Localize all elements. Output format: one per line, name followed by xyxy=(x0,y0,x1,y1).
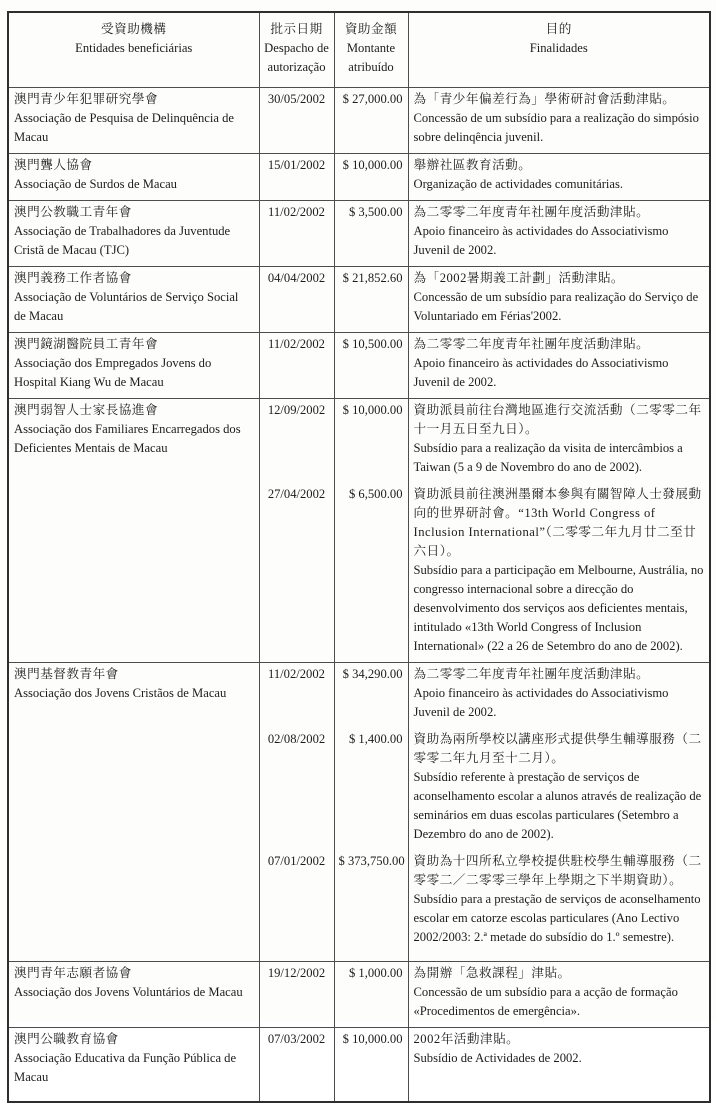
purpose-zh: 資助為兩所學校以講座形式提供學生輔導服務（二零零二年九月至十二月）。 xyxy=(413,732,702,765)
entity-cell xyxy=(8,663,259,962)
purpose-zh: 為二零零二年度青年社團年度活動津貼。 xyxy=(413,667,650,681)
entity-cell xyxy=(8,267,259,333)
column-header-date-zh: 批示日期 xyxy=(270,22,323,36)
purpose-zh: 資助為十四所私立學校提供駐校學生輔導服務（二零零二／二零零三學年上學期之下半期資助）。 xyxy=(413,854,702,887)
purpose-cell xyxy=(408,1028,710,1103)
purpose-cell xyxy=(408,88,710,154)
purpose-zh: 舉辦社區教育活動。 xyxy=(413,158,532,172)
entity-name-zh: 澳門弱智人士家長協進會 xyxy=(14,403,159,417)
purpose-pt: Apoio financeiro às actividades do Associativismo Juvenil de 2002. xyxy=(413,686,669,719)
purpose-pt: Organização de actividades comunitárias. xyxy=(413,177,624,191)
entity-name-pt: Associação de Surdos de Macau xyxy=(14,177,177,191)
table-row xyxy=(8,267,710,333)
entity-cell xyxy=(8,399,259,663)
column-header-entity-zh: 受資助機構 xyxy=(101,22,167,36)
authorization-date: 27/04/2002 xyxy=(259,483,334,663)
purpose-pt: Subsídio para a prestação de serviços de aconselhamento escolar em catorze escolas particulares (Ano Lectivo 2002/2003: 2.ª metade do subsídio do 1.º semestre). xyxy=(413,892,701,944)
purpose-cell xyxy=(408,201,710,267)
purpose-zh: 為開辦「急救課程」津貼。 xyxy=(413,966,571,980)
purpose-pt: Apoio financeiro às actividades do Associativismo Juvenil de 2002. xyxy=(413,356,669,389)
entity-name-pt: Associação de Pesquisa de Delinquência de Macau xyxy=(14,111,234,144)
column-header-amount-zh: 資助金額 xyxy=(344,22,398,36)
table-row xyxy=(8,201,710,267)
entity-name-pt: Associação de Voluntários de Serviço Social de Macau xyxy=(14,290,239,323)
entity-name-pt: Associação Educativa da Função Pública de Macau xyxy=(14,1051,237,1084)
purpose-pt: Subsídio para a participação em Melbourne, Austrália, no congresso internacional sobre a direcção do desenvolvimento dos serviços aos deficientes mentais, intitulado «13th World Congress of Inclusion International» (22 a 26 de Setembro do ano de 2002). xyxy=(413,563,704,653)
authorization-date: 04/04/2002 xyxy=(259,267,334,333)
entity-name-zh: 澳門基督教青年會 xyxy=(14,667,119,681)
table-row xyxy=(8,154,710,201)
authorization-date: 11/02/2002 xyxy=(259,333,334,399)
subsidy-table xyxy=(7,11,711,1103)
purpose-pt: Subsídio de Actividades de 2002. xyxy=(413,1051,582,1065)
column-header-entity xyxy=(8,12,259,88)
column-header-entity-pt: Entidades beneficiárias xyxy=(75,41,193,55)
grant-amount: $ 10,500.00 xyxy=(334,333,408,399)
purpose-cell xyxy=(408,267,710,333)
authorization-date: 11/02/2002 xyxy=(259,663,334,729)
table-row xyxy=(8,962,710,1028)
authorization-date: 19/12/2002 xyxy=(259,962,334,1028)
authorization-date: 07/03/2002 xyxy=(259,1028,334,1103)
purpose-cell xyxy=(408,399,710,484)
entity-name-zh: 澳門鏡湖醫院員工青年會 xyxy=(14,337,159,351)
entity-name-zh: 澳門青少年犯罪研究學會 xyxy=(14,92,159,106)
purpose-zh: 2002年活動津貼。 xyxy=(413,1032,520,1046)
purpose-cell xyxy=(408,850,710,962)
purpose-pt: Subsídio referente à prestação de serviços de aconselhamento escolar a alunos através de realização de seminários em duas escolas particulares (Setembro a Dezembro do ano de 2002). xyxy=(413,770,702,841)
authorization-date: 15/01/2002 xyxy=(259,154,334,201)
grant-amount: $ 1,400.00 xyxy=(334,728,408,850)
grant-amount: $ 34,290.00 xyxy=(334,663,408,729)
table-row xyxy=(8,1028,710,1103)
grant-amount: $ 373,750.00 xyxy=(334,850,408,962)
column-header-date xyxy=(259,12,334,88)
entity-name-pt: Associação dos Familiares Encarregados dos Deficientes Mentais de Macau xyxy=(14,422,241,455)
entity-name-pt: Associação dos Jovens Voluntários de Macau xyxy=(14,985,243,999)
authorization-date: 11/02/2002 xyxy=(259,201,334,267)
grant-amount: $ 1,000.00 xyxy=(334,962,408,1028)
purpose-pt: Concessão de um subsídio para a acção de formação «Procedimentos de emergência». xyxy=(413,985,678,1018)
entity-name-zh: 澳門青年志願者協會 xyxy=(14,966,132,980)
authorization-date: 07/01/2002 xyxy=(259,850,334,962)
table-header-row xyxy=(8,12,710,88)
column-header-amount-pt-line1: Montante xyxy=(346,41,396,55)
grant-amount: $ 21,852.60 xyxy=(334,267,408,333)
table-row xyxy=(8,88,710,154)
grant-amount: $ 10,000.00 xyxy=(334,399,408,484)
table-row xyxy=(8,399,710,484)
purpose-cell xyxy=(408,962,710,1028)
grant-amount: $ 3,500.00 xyxy=(334,201,408,267)
entity-cell xyxy=(8,154,259,201)
entity-name-zh: 澳門公教職工青年會 xyxy=(14,205,132,219)
column-header-purpose-pt: Finalidades xyxy=(529,41,588,55)
purpose-zh: 為二零零二年度青年社團年度活動津貼。 xyxy=(413,337,650,351)
purpose-zh: 為「青少年偏差行為」學術研討會活動津貼。 xyxy=(413,92,676,106)
entity-cell xyxy=(8,333,259,399)
purpose-pt: Concessão de um subsídio para a realização do simpósio sobre delinqência juvenil. xyxy=(413,111,699,144)
purpose-cell xyxy=(408,333,710,399)
purpose-zh: 資助派員前往澳洲墨爾本參與有關智障人士發展動向的世界研討會。“13th World Congress of Inclusion International”（二零零二年九月廿二至廿六日）。 xyxy=(413,487,702,558)
table-row xyxy=(8,663,710,729)
column-header-purpose-zh: 目的 xyxy=(545,22,572,36)
purpose-pt: Subsídio para a realização da visita de intercâmbios a Taiwan (5 a 9 de Novembro do ano de 2002). xyxy=(413,441,683,474)
entity-name-zh: 澳門公職教育協會 xyxy=(14,1032,119,1046)
entity-cell xyxy=(8,962,259,1028)
entity-name-zh: 澳門義務工作者協會 xyxy=(14,271,132,285)
purpose-zh: 資助派員前往台灣地區進行交流活動（二零零二年十一月五日至九日）。 xyxy=(413,403,702,436)
entity-name-zh: 澳門聾人協會 xyxy=(14,158,93,172)
column-header-amount-pt-line2: atribuído xyxy=(348,60,394,74)
grant-amount: $ 6,500.00 xyxy=(334,483,408,663)
purpose-cell xyxy=(408,154,710,201)
purpose-pt: Concessão de um subsídio para realização do Serviço de Voluntariado em Férias'2002. xyxy=(413,290,699,323)
column-header-purpose xyxy=(408,12,710,88)
purpose-zh: 為二零零二年度青年社團年度活動津貼。 xyxy=(413,205,650,219)
purpose-cell xyxy=(408,728,710,850)
grant-amount: $ 27,000.00 xyxy=(334,88,408,154)
column-header-date-pt-line1: Despacho de xyxy=(264,41,329,55)
authorization-date: 12/09/2002 xyxy=(259,399,334,484)
grant-amount: $ 10,000.00 xyxy=(334,1028,408,1103)
purpose-zh: 為「2002暑期義工計劃」活動津貼。 xyxy=(413,271,624,285)
entity-name-pt: Associação dos Jovens Cristãos de Macau xyxy=(14,686,227,700)
authorization-date: 30/05/2002 xyxy=(259,88,334,154)
grant-amount: $ 10,000.00 xyxy=(334,154,408,201)
entity-cell xyxy=(8,88,259,154)
authorization-date: 02/08/2002 xyxy=(259,728,334,850)
purpose-cell xyxy=(408,663,710,729)
entity-name-pt: Associação dos Empregados Jovens do Hospital Kiang Wu de Macau xyxy=(14,356,212,389)
purpose-cell xyxy=(408,483,710,663)
column-header-date-pt-line2: autorização xyxy=(267,60,326,74)
table-row xyxy=(8,333,710,399)
entity-cell xyxy=(8,1028,259,1103)
entity-name-pt: Associação de Trabalhadores da Juventude Cristã de Macau (TJC) xyxy=(14,224,231,257)
purpose-pt: Apoio financeiro às actividades do Associativismo Juvenil de 2002. xyxy=(413,224,669,257)
column-header-amount xyxy=(334,12,408,88)
entity-cell xyxy=(8,201,259,267)
